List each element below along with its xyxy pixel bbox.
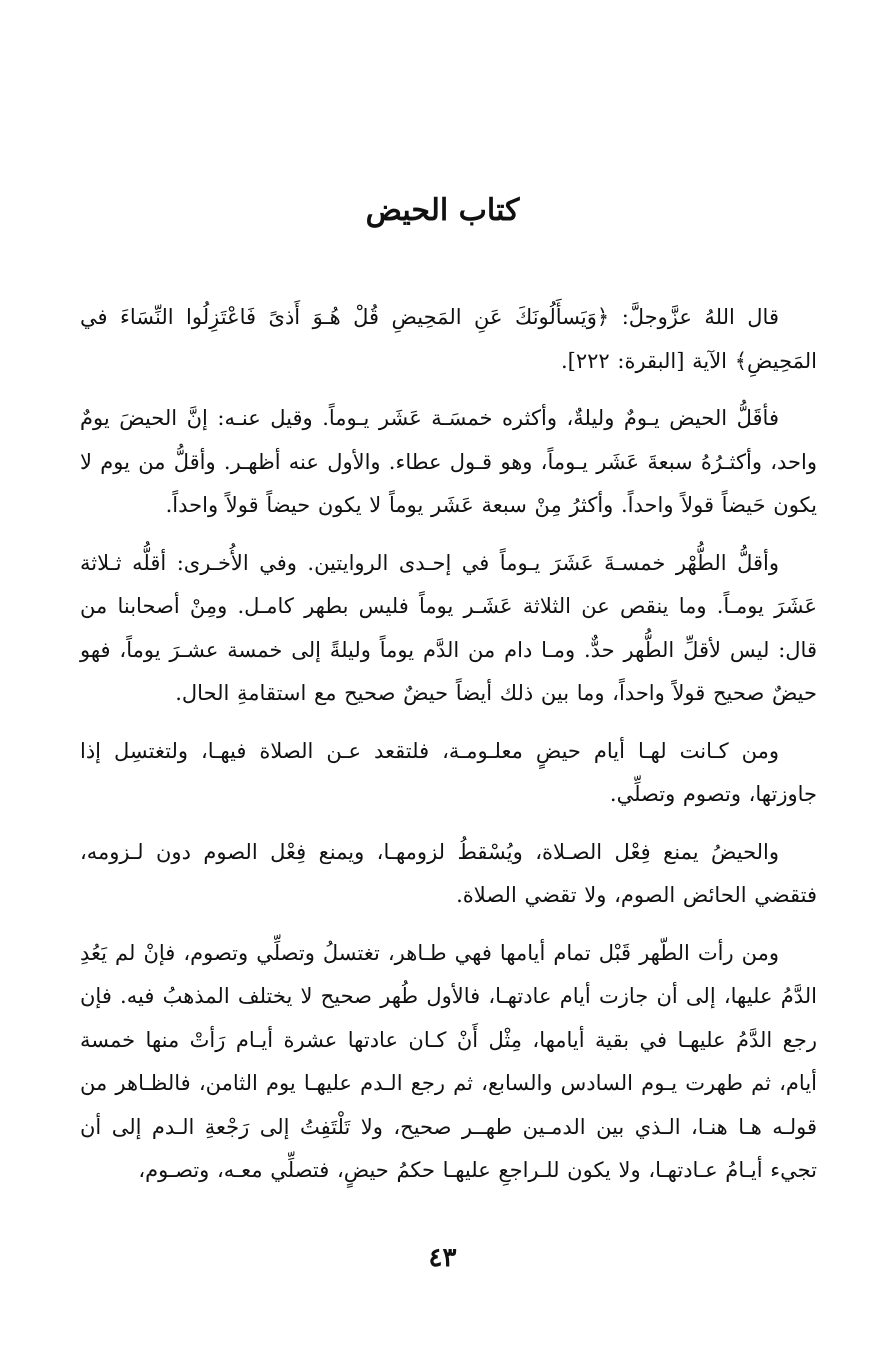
page-number: ٤٣ [428, 1243, 457, 1273]
body-text [80, 296, 817, 1193]
chapter-title: كتاب الحيض [365, 193, 520, 228]
paragraph-purity-duration: وأقلُّ الطُّهْر خمسـةَ عَشَرَ يـوماً في إحـدى الروايتين. وفي الأُخـرى: أقلُّه ثـلاثة عَشَرَ يومـاً. وما ينقص عن الثلاثة عَشَـر يوماً فليس بطهر كامـل. ومِنْ أصحابنا من قال: ليس لأقلِّ الطُّهر حدٌّ. ومـا دام من الدَّم يوماً وليلةً إلى خمسة عشـرَ يوماً، فهو حيضٌ صحيح قولاً واحداً، وما بين ذلك أيضاً حيضٌ صحيح مع استقامةِ الحال. [80, 550, 817, 705]
paragraph-prayer-fasting: والحيضُ يمنع فِعْل الصـلاة، ويُسْقطُ لزومهـا، ويمنع فِعْل الصوم دون لـزومه، فتقضي الحائض الصوم، ولا تقضي الصلاة. [80, 839, 817, 907]
paragraph-early-purity: ومن رأت الطّهر قَبْل تمام أيامها فهي طـاهر، تغتسلُ وتصلِّي وتصوم، فإنْ لم يَعُدِ الدَّمُ عليها، إلى أن جازت أيام عادتهـا، فالأول طُهر صحيح لا يختلف المذهبُ فيه. فإن رجع الدَّمُ عليهـا في بقية أيامها، مِثْل أَنْ كـان عادتها عشرة أيـام رَأتْ منها خمسة أيام، ثم طهرت يـوم السادس والسابع، ثم رجع الـدم عليهـا يوم الثامن، فالظـاهر من قولـه هـا هنـا، الـذي بين الدمـين طهــر صحيح، ولا تَلْتَفِتُ إلى رَجْعةِ الـدم إلى أن تجيء أيـامُ عـادتهـا، ولا يكون للـراجعِ عليهـا حكمُ حيضٍ، فتصلِّي معـه، وتصـوم، [80, 940, 817, 1182]
paragraph-quran-verse: قال اللهُ عزَّوجلَّ: ﴿وَيَسأَلُونَكَ عَنِ المَحِيضِ قُلْ هُـوَ أَذىً فَاعْتَزِلُوا النِّسَاءَ في المَحِيضِ﴾ الآية [البقرة: ٢٢٢]. [80, 305, 817, 373]
paragraph-menstruation-duration: فأقَلُّ الحيض يـومٌ وليلةٌ، وأكثره خمسَـة عَشَر يـوماً. وقيل عنـه: إنَّ الحيضَ يومٌ واحد، وأكثـرُهُ سبعةَ عَشَر يـوماً، وهو قـول عطاء. والأول عنه أظهـر. وأقلُّ من يوم لا يكون حَيضاً قولاً واحداً. وأكثرُ مِنْ سبعة عَشَر يوماً لا يكون حيضاً قولاً واحداً. [80, 406, 817, 517]
paragraph-known-days: ومن كـانت لهـا أيام حيضٍ معلـومـة، فلتقعد عـن الصلاة فيهـا، ولتغتسِل إذا جاوزتها، وتصوم وتصلِّي. [80, 738, 817, 806]
